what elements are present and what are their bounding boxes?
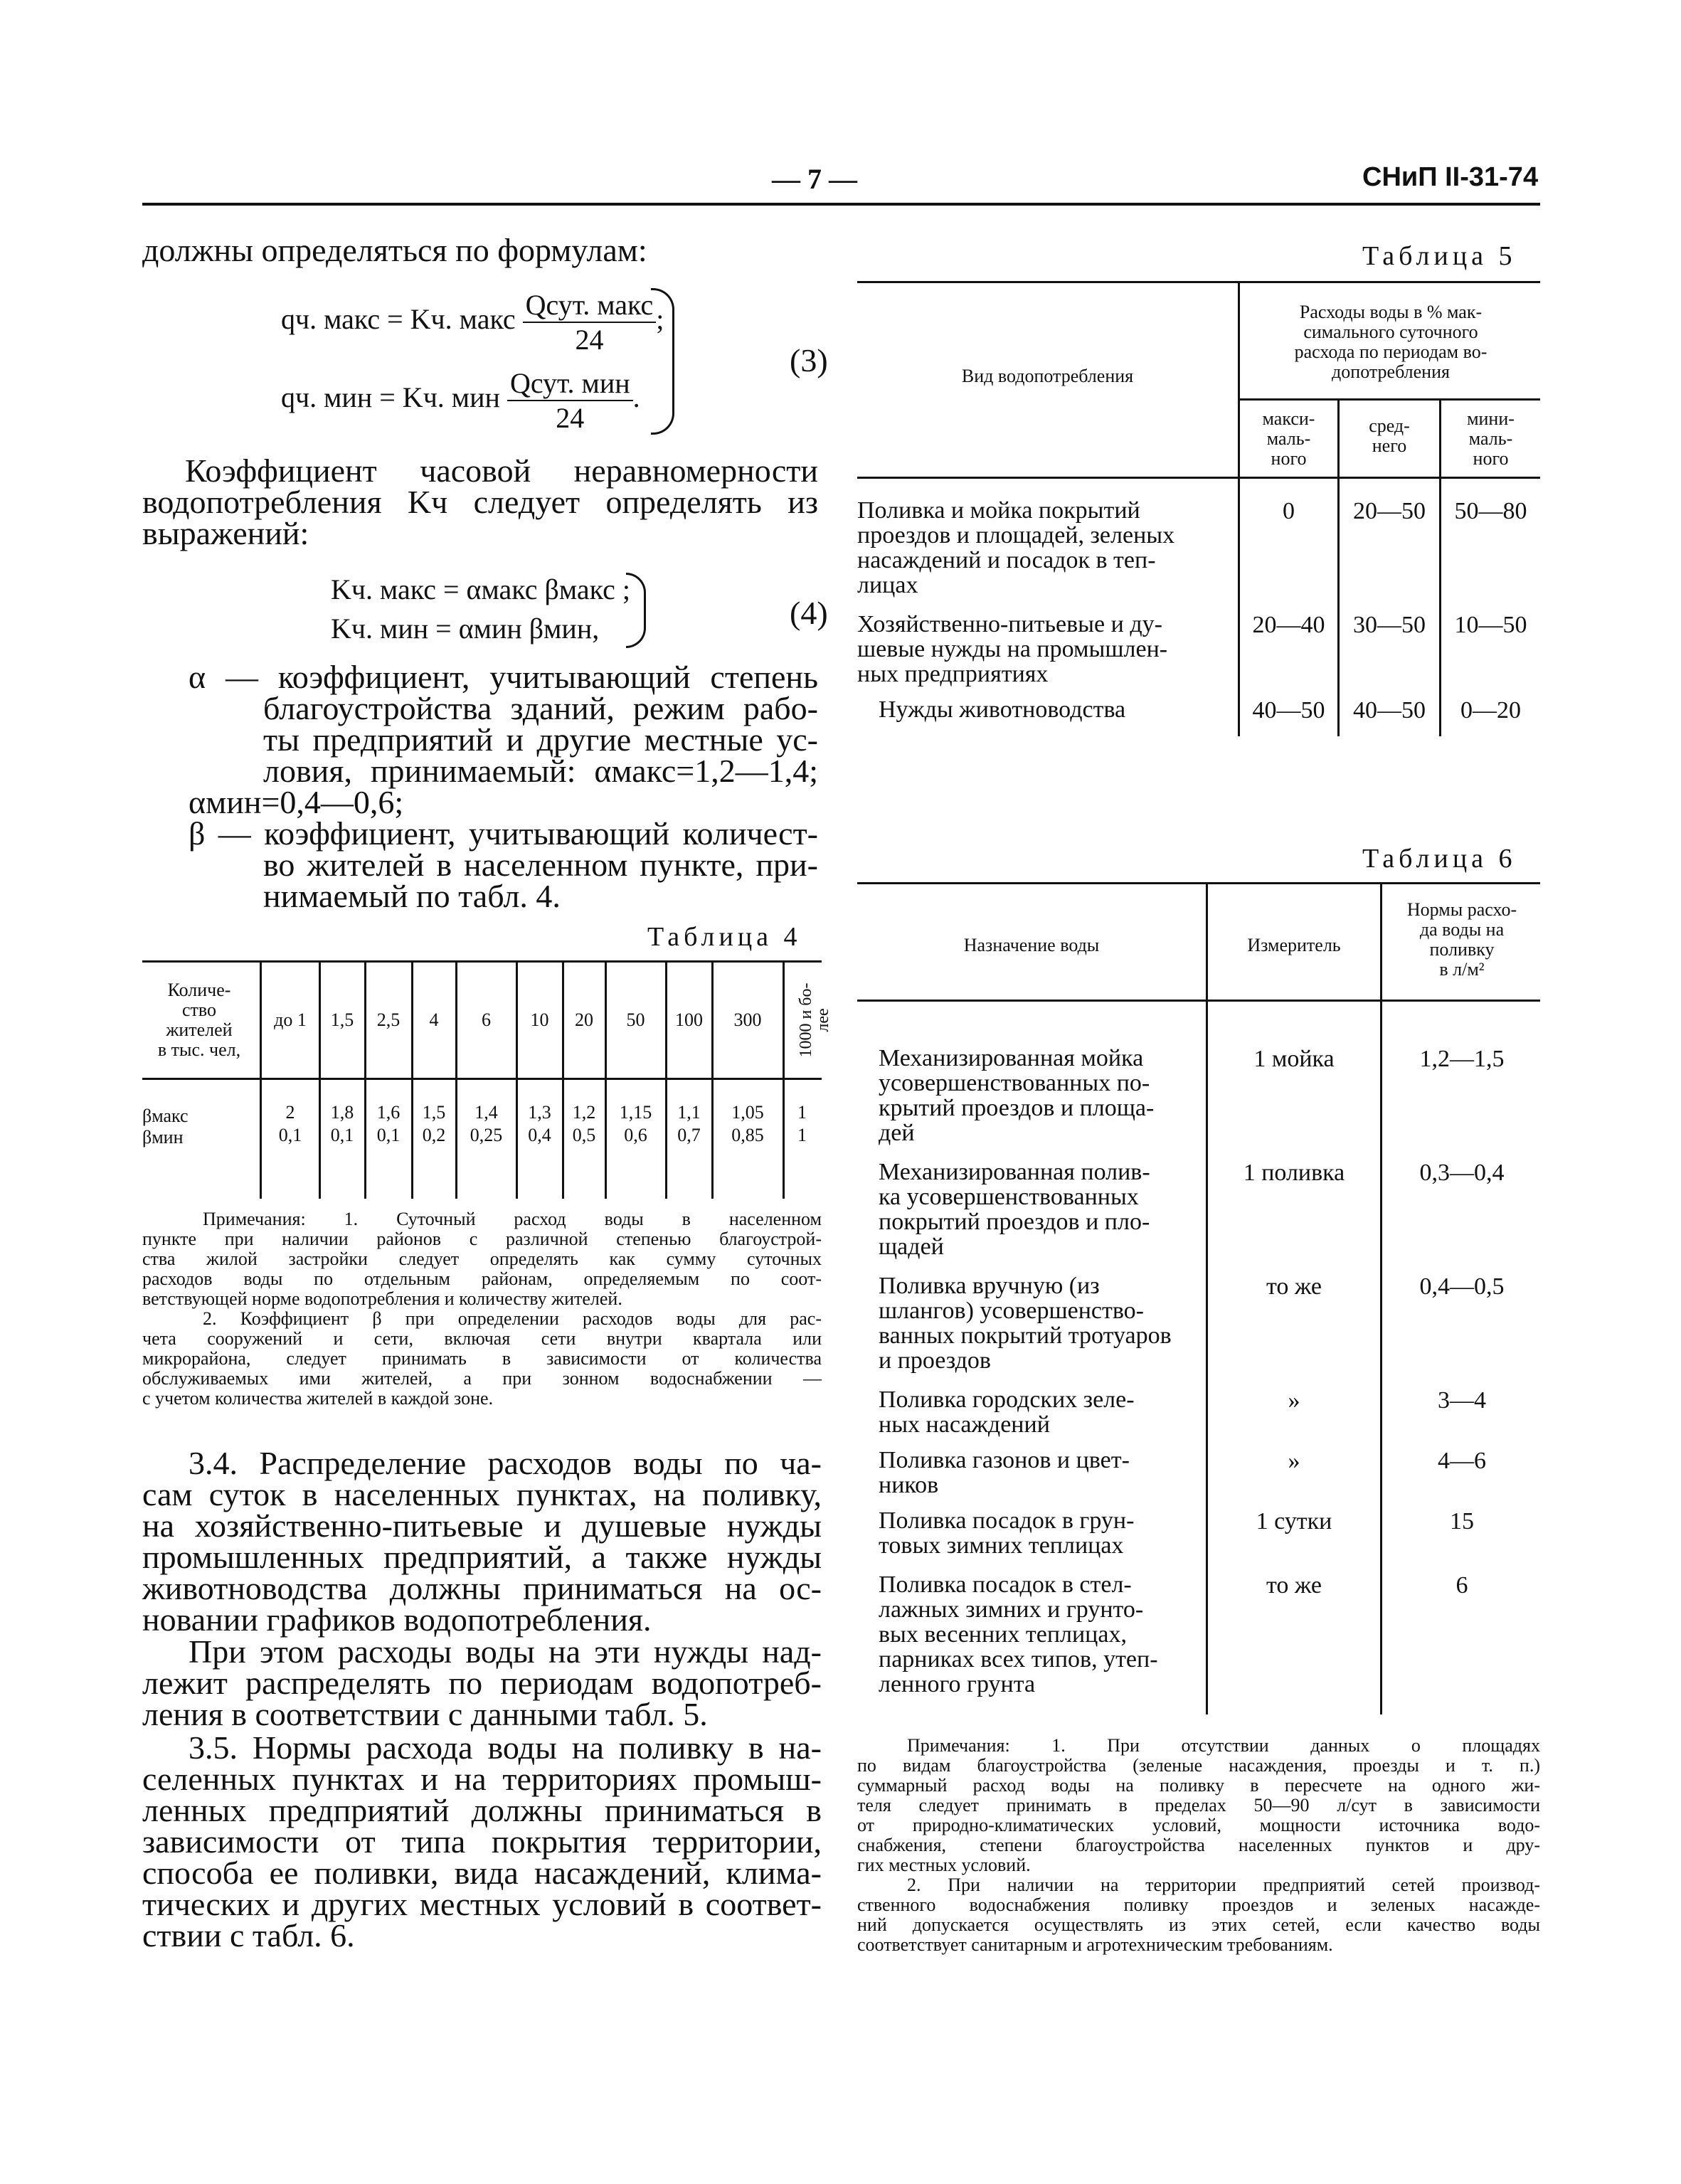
note-line: Примечания: 1. При отсутствии данных о площадях	[907, 1735, 1540, 1756]
table-4-cell: 1,5	[422, 1102, 446, 1123]
table-4-cell: 1,8	[330, 1102, 354, 1123]
table-4-col-header: до 1	[274, 1009, 307, 1030]
table-4-cell: 0,1	[330, 1125, 354, 1145]
table-6-row-name: Поливка городских зеле- ных насаждений	[879, 1387, 1135, 1438]
table-6-norm: 6	[1455, 1572, 1468, 1599]
text-line: ленных предприятий должны приниматься в	[142, 1792, 822, 1828]
text-line: ления в соответствии с данными табл. 5.	[142, 1696, 708, 1732]
table-4-row-label: βмин	[142, 1127, 184, 1147]
table-5-cell: 0—20	[1460, 697, 1521, 723]
table-4-cell: 1,6	[376, 1102, 401, 1123]
note-line: Примечания: 1. Суточный расход воды в населенном	[203, 1209, 822, 1229]
table-rule	[260, 960, 262, 1199]
table-rule	[665, 960, 667, 1199]
table-5-cell: 30—50	[1353, 612, 1426, 638]
text-line: β — коэффициент, учитывающий количест-	[189, 815, 818, 852]
table-4-cell: 0,4	[528, 1125, 551, 1145]
text-line: Коэффициент часовой неравномерности	[185, 452, 818, 489]
table-6-notes	[857, 1736, 1540, 1955]
table-6-unit: »	[1288, 1448, 1300, 1474]
formula-3-line-2	[281, 366, 640, 435]
note-line: чета сооружений и сети, включая сети внутри квартала или	[142, 1328, 822, 1349]
text-line: водопотребления Kч следует определять из	[142, 484, 818, 520]
table-5-cell: 20—50	[1353, 498, 1426, 524]
table-rule	[142, 960, 822, 963]
table-4-col-header: 100	[675, 1009, 703, 1030]
table-5-cell: 10—50	[1454, 612, 1527, 638]
text-line: ты предприятий и другие местные ус-	[263, 721, 818, 758]
table-5-col-header: Вид водопотребления	[961, 366, 1134, 386]
table-4-cell: 0,2	[422, 1125, 446, 1145]
fraction-denominator: 24	[556, 402, 585, 434]
formula-4-brace	[626, 573, 646, 648]
page-number: — 7 —	[772, 163, 857, 195]
table-rule	[319, 960, 321, 1199]
table-6-row-name: Поливка посадок в стел- лажных зимних и грунто- вых весенних теплицах, парниках всех типов, утеп- ленного грунта	[879, 1571, 1158, 1697]
note-line: снабжения, степени благоустройства населенных пунктов и дру-	[857, 1835, 1540, 1855]
table-5-sub-header: макси- маль- ного	[1262, 408, 1315, 469]
text-line: на хозяйственно-питьевые и душевые нужды	[142, 1507, 822, 1544]
text-line: αмин=0,4—0,6;	[189, 784, 404, 820]
text-line: выражений:	[142, 515, 309, 551]
text-line: нимаемый по табл. 4.	[263, 878, 561, 914]
table-4-cell: 0,5	[572, 1125, 596, 1145]
note-line: гих местных условий.	[857, 1855, 1031, 1875]
text-line: α — коэффициент, учитывающий степень	[189, 659, 818, 695]
table-5-caption: Таблица 5	[1362, 241, 1517, 271]
formula-4-line-1: Kч. макс = αмакс βмакс ;	[331, 573, 630, 605]
text-line: селенных пунктах и на территориях промыш-	[142, 1761, 822, 1797]
table-4-cell: 1,3	[528, 1102, 551, 1123]
fraction-denominator: 24	[575, 324, 604, 356]
table-4-col-header: 10	[530, 1009, 549, 1030]
note-line: обслуживаемых ими жителей, а при зонном водоснабжении —	[142, 1368, 822, 1389]
table-6-row-name: Механизированная полив- ка усовершенствованных покрытий проездов и пло- щадей	[879, 1159, 1150, 1260]
table-6-norm: 0,3—0,4	[1419, 1160, 1505, 1186]
header-rule	[142, 203, 1540, 206]
table-5-sub-header: сред- него	[1369, 415, 1410, 456]
table-6-col-header: Измеритель	[1247, 935, 1341, 955]
table-5-group-header: Расходы воды в % мак- симального суточного расхода по периодам во- допотребления	[1294, 302, 1488, 382]
formula-fraction	[507, 366, 633, 435]
note-line: 2. Коэффициент β при определении расходов воды для рас-	[203, 1308, 822, 1329]
note-line: от природно-климатических условий, мощности источника водо-	[857, 1815, 1540, 1835]
paragraph-3-4-cont	[142, 1633, 822, 1732]
table-6-col-header: Нормы расхо- да воды на поливку в л/м²	[1406, 899, 1517, 980]
table-rule	[783, 960, 785, 1199]
formula-intro: должны определяться по формулам:	[142, 232, 647, 268]
note-line: с учетом количества жителей в каждой зоне.	[142, 1388, 494, 1409]
table-4-cell: 0,6	[624, 1125, 647, 1145]
note-line: ственного водоснабжения поливку проездов и зеленых насажде-	[857, 1894, 1540, 1915]
text-line: во жителей в населенном пункте, при-	[263, 847, 818, 883]
table-4-cell: 1,05	[731, 1102, 764, 1123]
note-line: ветствующей норме водопотребления и количеству жителей.	[142, 1288, 622, 1309]
table-5-row-name: Нужды животноводства	[879, 696, 1126, 723]
text-line: При этом расходы воды на эти нужды над-	[189, 1633, 822, 1670]
table-4-col-header: 4	[429, 1009, 439, 1030]
table-6-unit: то же	[1266, 1273, 1322, 1300]
text-line: животноводства должны приниматься на ос-	[142, 1570, 822, 1606]
table-4-cell: 1,2	[572, 1102, 596, 1123]
table-6-row-name: Поливка вручную (из шлангов) усовершенство- ванных покрытий тротуаров и проездов	[879, 1273, 1172, 1374]
note-line: теля следует принимать в пределах 50—90 л/сут в зависимости	[857, 1795, 1540, 1815]
table-4-cell: 0,1	[278, 1125, 302, 1145]
table-4-cell: 2	[285, 1102, 295, 1123]
table-5-cell: 0	[1283, 498, 1295, 524]
table-rule	[142, 1078, 822, 1080]
table-rule	[711, 960, 714, 1199]
table-4-cell: 1,15	[619, 1102, 652, 1123]
table-4-cell: 1	[797, 1125, 807, 1145]
table-4-notes	[142, 1209, 822, 1409]
table-4-col-header: 50	[626, 1009, 645, 1030]
table-rule	[516, 960, 518, 1199]
formula-lhs: qч. макс = Kч. макс	[281, 303, 516, 336]
table-6-norm: 1,2—1,5	[1419, 1046, 1505, 1072]
table-6-col-header: Назначение воды	[963, 935, 1100, 955]
fraction-numerator: Qсут. мин	[507, 366, 633, 401]
formula-4-line-2: Kч. мин = αмин βмин,	[331, 613, 600, 645]
table-rule	[364, 960, 366, 1199]
text-line: тических и других местных условий в соответ-	[142, 1886, 822, 1922]
table-rule	[1380, 882, 1382, 1714]
table-4-col-header: 1,5	[330, 1009, 354, 1030]
note-line: ства жилой застройки следует определять как сумму суточных	[142, 1249, 822, 1269]
table-4-cell: 0,7	[677, 1125, 701, 1145]
table-6-unit: 1 сутки	[1256, 1508, 1332, 1534]
note-line: расходов воды по отдельным районам, определяемым по соот-	[142, 1268, 822, 1289]
text-line: 3.4. Распределение расходов воды по ча-	[189, 1445, 822, 1481]
table-4-cell: 1	[797, 1102, 807, 1123]
table-6-row-name: Поливка газонов и цвет- ников	[879, 1447, 1130, 1498]
table-4-col-header: 2,5	[376, 1009, 401, 1030]
table-4-row-header: Количе- ство жителей в тыс. чел,	[157, 980, 241, 1060]
coef-paragraph	[142, 452, 818, 551]
paragraph-3-4	[142, 1445, 822, 1638]
table-6-row-name: Механизированная мойка усовершенствованных по- крытий проездов и площа- дей	[879, 1045, 1155, 1146]
note-line: пункте при наличии районов с различной степенью благоустрой-	[142, 1229, 822, 1249]
table-5-cell: 50—80	[1454, 498, 1527, 524]
formula-end: ;	[656, 303, 664, 336]
table-5-cell: 20—40	[1252, 612, 1325, 638]
text-line: способа ее поливки, вида насаждений, клима-	[142, 1855, 822, 1891]
table-rule	[857, 281, 1540, 283]
table-6-norm: 3—4	[1438, 1387, 1486, 1414]
table-4-caption: Таблица 4	[647, 922, 802, 952]
text-line: благоустройства зданий, режим рабо-	[263, 690, 818, 726]
table-4-row-label: βмакс	[142, 1106, 189, 1126]
note-line: 2. При наличии на территории предприятий сетей производ-	[907, 1875, 1540, 1895]
table-5-row-name: Хозяйственно-питьевые и ду- шевые нужды на промышлен- ных предприятиях	[857, 611, 1168, 687]
table-4-col-header: 20	[575, 1009, 593, 1030]
table-5-cell: 40—50	[1252, 697, 1325, 723]
table-6	[857, 882, 1540, 1714]
table-6-norm: 4—6	[1438, 1448, 1486, 1474]
table-4-cell: 1,1	[677, 1102, 701, 1123]
table-5-sub-header: мини- маль- ного	[1467, 408, 1515, 469]
paragraph-3-5	[142, 1729, 822, 1954]
text-line: ловия, принимаемый: αмакс=1,2—1,4;	[263, 753, 818, 789]
table-rule	[562, 960, 564, 1199]
table-rule	[857, 882, 1540, 884]
note-line: суммарный расход воды на поливку в пересчете на одного жи-	[857, 1775, 1540, 1796]
table-rule	[605, 960, 607, 1199]
table-6-unit: 1 поливка	[1243, 1160, 1345, 1186]
table-6-unit: то же	[1266, 1572, 1322, 1599]
table-6-unit: 1 мойка	[1253, 1046, 1335, 1072]
table-rule	[857, 477, 1540, 479]
table-6-row-name: Поливка посадок в грун- товых зимних теплицах	[879, 1507, 1135, 1559]
beta-definition	[189, 815, 818, 914]
table-5	[857, 281, 1540, 736]
table-4-cell: 0,1	[376, 1125, 401, 1145]
formula-3-number: (3)	[790, 342, 828, 378]
document-code: СНиП II-31-74	[1362, 162, 1539, 192]
fraction-numerator: Qсут. макс	[523, 288, 657, 323]
text-line: сам суток в населенных пунктах, на поливку,	[142, 1476, 822, 1512]
formula-4-number: (4)	[790, 595, 828, 631]
table-rule	[857, 1000, 1540, 1002]
text-line: промышленных предприятий, а также нужды	[142, 1539, 822, 1575]
table-4-col-header: 1000 и бо- лее	[797, 982, 832, 1058]
text-line: ствии с табл. 6.	[142, 1917, 355, 1954]
text-line: новании графиков водопотребления.	[142, 1601, 652, 1638]
table-4	[142, 960, 832, 1199]
table-4-col-header: 6	[482, 1009, 491, 1030]
table-5-cell: 40—50	[1353, 697, 1426, 723]
formula-lhs: qч. мин = Kч. мин	[281, 381, 500, 414]
table-6-norm: 15	[1450, 1508, 1474, 1534]
text-line: 3.5. Нормы расхода воды на поливку в на-	[189, 1729, 822, 1766]
note-line: по видам благоустройства (зеленые насаждения, проезды и т. п.)	[857, 1755, 1540, 1776]
table-rule	[411, 960, 413, 1199]
table-5-row-name: Поливка и мойка покрытий проездов и площадей, зеленых насаждений и посадок в теп- лицах	[857, 497, 1175, 598]
formula-fraction	[523, 288, 657, 356]
alpha-definition	[189, 659, 818, 820]
table-4-cell: 0,85	[731, 1125, 764, 1145]
table-rule	[1238, 398, 1540, 401]
table-6-norm: 0,4—0,5	[1419, 1273, 1505, 1300]
note-line: ний допускается осуществлять из этих сетей, если качество воды	[857, 1914, 1540, 1935]
table-6-caption: Таблица 6	[1362, 844, 1517, 874]
formula-end: .	[632, 381, 640, 414]
note-line: соответствует санитарным и агротехническим требованиям.	[857, 1934, 1333, 1955]
formula-3-line-1	[281, 288, 664, 356]
table-rule	[455, 960, 457, 1199]
formula-3-brace	[651, 288, 674, 435]
table-4-cell: 0,25	[470, 1125, 503, 1145]
text-line: зависимости от типа покрытия территории,	[142, 1823, 822, 1860]
table-4-col-header: 300	[733, 1009, 762, 1030]
table-6-unit: »	[1288, 1387, 1300, 1414]
note-line: микрорайона, следует принимать в зависимости от количества	[142, 1348, 822, 1369]
table-4-cell: 1,4	[474, 1102, 498, 1123]
text-line: лежит распределять по периодам водопотреб-	[142, 1665, 822, 1701]
